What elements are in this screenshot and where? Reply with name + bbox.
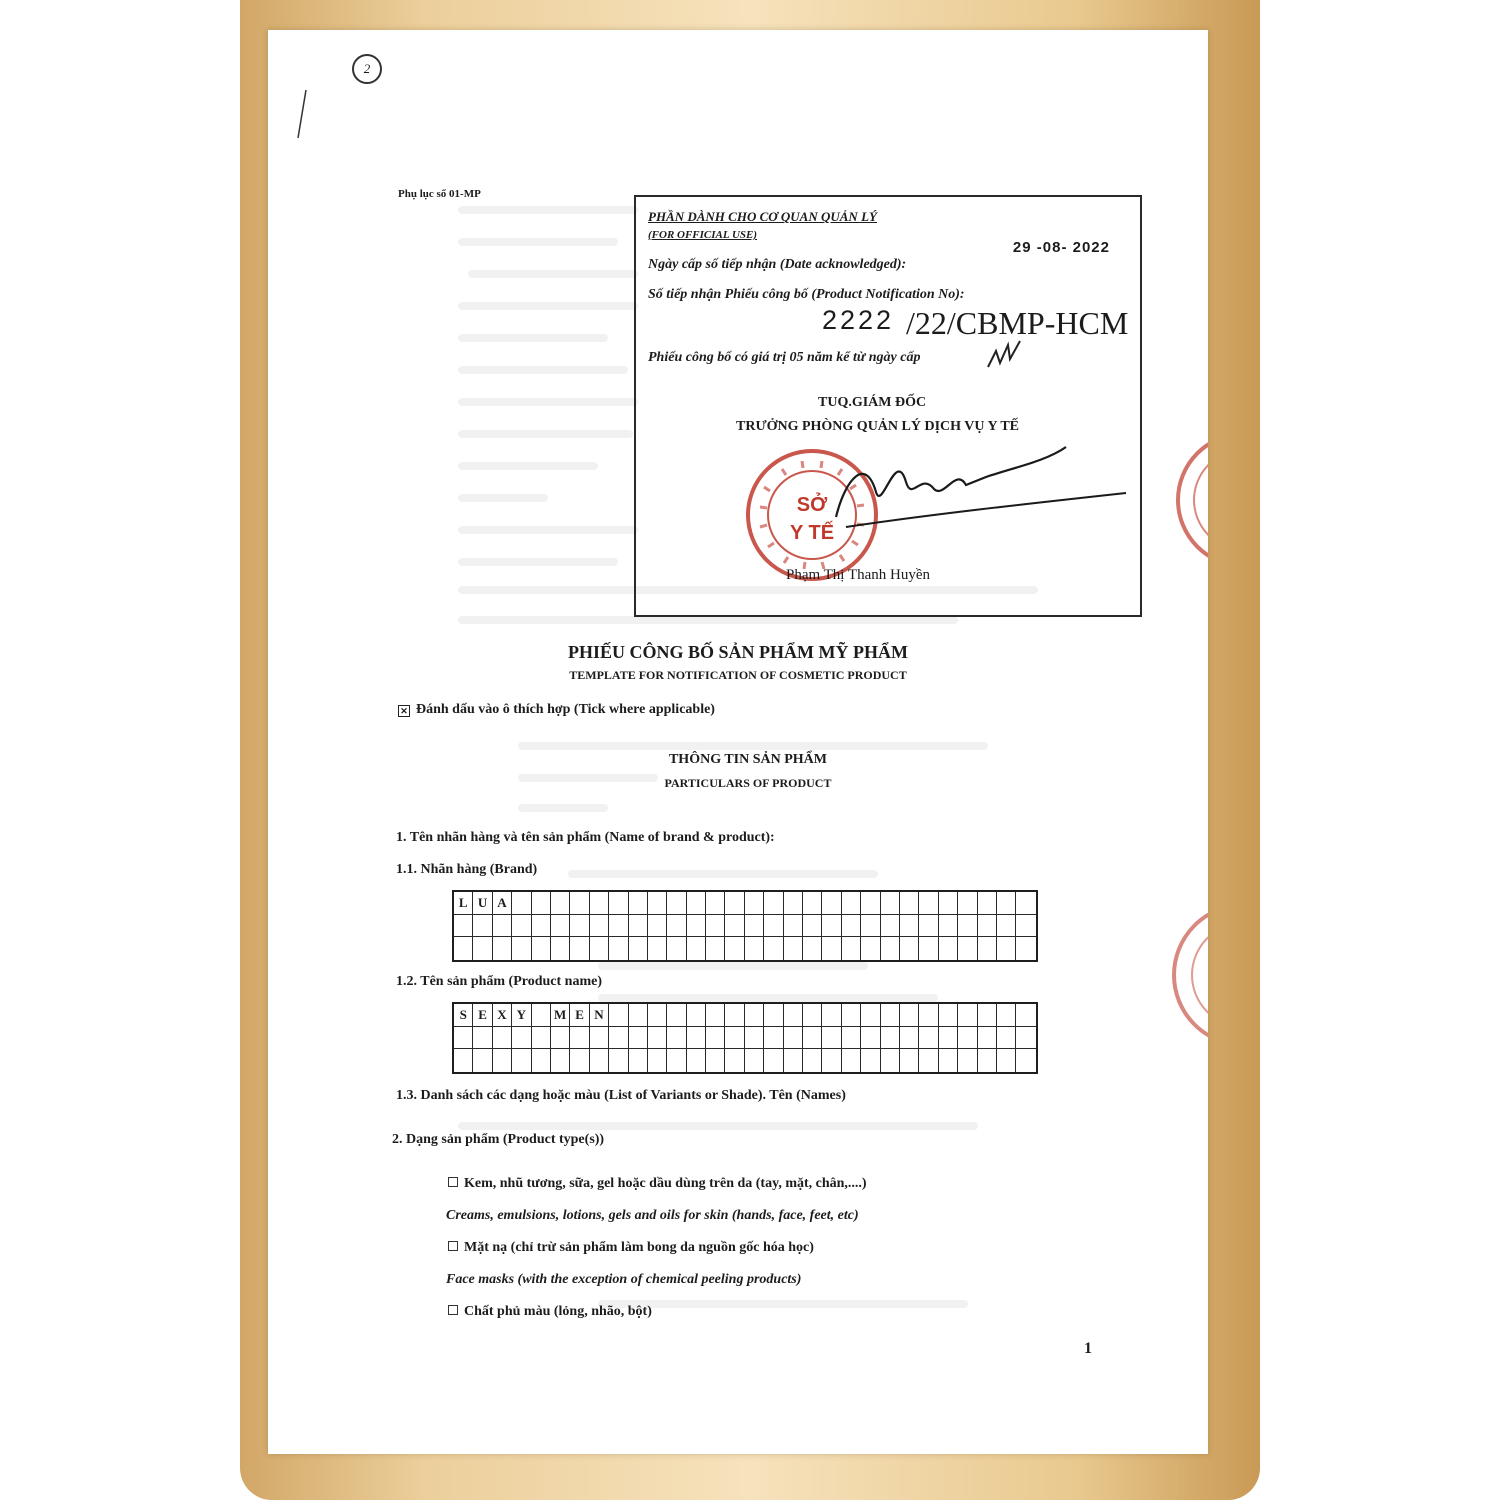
option-tinted-bases-vi: Chất phủ màu (lỏng, nhão, bột) [464, 1304, 652, 1319]
letter-cell [648, 1004, 667, 1027]
notification-number-code: /22/CBMP-HCM [906, 305, 1129, 341]
letter-cell [512, 1049, 531, 1072]
letter-cell [900, 1027, 919, 1050]
letter-cell [551, 892, 570, 915]
letter-cell [473, 915, 492, 938]
letter-cell [958, 937, 977, 960]
letter-cell [725, 937, 744, 960]
official-use-box [634, 195, 1142, 617]
option-tinted-bases[interactable] [448, 1304, 652, 1320]
letter-cell [667, 1004, 686, 1027]
letter-cell [454, 1049, 473, 1072]
letter-cell [881, 1004, 900, 1027]
date-acknowledged-label: Ngày cấp số tiếp nhận (Date acknowledged): [648, 257, 907, 272]
letter-cell: U [473, 892, 492, 915]
letter-cell [493, 1049, 512, 1072]
letter-cell [764, 1027, 783, 1050]
letter-cell [842, 915, 861, 938]
letter-cell [590, 937, 609, 960]
letter-cell [919, 937, 938, 960]
letter-cell [706, 1004, 725, 1027]
letter-cell [512, 915, 531, 938]
letter-cell [784, 892, 803, 915]
letter-cell [803, 1004, 822, 1027]
letter-cell [532, 937, 551, 960]
tick-instruction-text: Đánh dấu vào ô thích hợp (Tick where applicable) [416, 702, 715, 717]
letter-cell [706, 1049, 725, 1072]
letter-cell [745, 937, 764, 960]
pen-mark-icon [292, 86, 312, 146]
letter-cell [667, 937, 686, 960]
letter-cell [590, 1027, 609, 1050]
letter-cell [1016, 1049, 1035, 1072]
letter-cell [764, 1049, 783, 1072]
letter-cell [609, 1027, 628, 1050]
letter-cell [648, 1049, 667, 1072]
letter-cell [842, 1027, 861, 1050]
letter-cell: X [493, 1004, 512, 1027]
letter-cell [822, 1027, 841, 1050]
letter-cell [919, 1049, 938, 1072]
letter-cell [1016, 892, 1035, 915]
letter-cell [1016, 1027, 1035, 1050]
product-name-label: 1.2. Tên sản phẩm (Product name) [396, 974, 603, 989]
letter-cell [551, 915, 570, 938]
letter-cell [900, 937, 919, 960]
letter-cell [919, 892, 938, 915]
option-creams-vi: Kem, nhũ tương, sữa, gel hoặc dầu dùng trên da (tay, mặt, chân,....) [464, 1176, 867, 1191]
letter-cell: A [493, 892, 512, 915]
option-face-masks[interactable] [448, 1240, 814, 1256]
letter-cell [822, 937, 841, 960]
letter-cell [725, 915, 744, 938]
letter-cell [1016, 1004, 1035, 1027]
seal-text-top: SỞ [796, 494, 828, 516]
official-box-subtitle: (FOR OFFICIAL USE) [648, 229, 758, 241]
letter-cell [978, 892, 997, 915]
letter-cell [958, 1027, 977, 1050]
checked-box-icon: ✕ [398, 705, 410, 717]
letter-cell [978, 915, 997, 938]
letter-cell [958, 892, 977, 915]
option-face-masks-en: Face masks (with the exception of chemical peeling products) [446, 1272, 802, 1287]
letter-cell [745, 1004, 764, 1027]
letter-cell [997, 1049, 1016, 1072]
letter-cell [784, 937, 803, 960]
notification-number-label: Số tiếp nhận Phiếu công bố (Product Notification No): [648, 287, 965, 302]
letter-cell [784, 1049, 803, 1072]
letter-cell [958, 1049, 977, 1072]
letter-cell [706, 1027, 725, 1050]
initials-signature-icon [984, 337, 1034, 377]
letter-cell [803, 937, 822, 960]
letter-cell [512, 937, 531, 960]
letter-cell [939, 1049, 958, 1072]
letter-cell [648, 937, 667, 960]
letter-cell [842, 1049, 861, 1072]
letter-cell [532, 1027, 551, 1050]
letter-cell [919, 1004, 938, 1027]
letter-cell [570, 892, 589, 915]
letter-cell [939, 937, 958, 960]
option-face-masks-vi: Mặt nạ (chỉ trừ sản phẩm làm bong da nguồn gốc hóa học) [464, 1240, 814, 1255]
official-box-title: PHẦN DÀNH CHO CƠ QUAN QUẢN LÝ [648, 209, 877, 224]
letter-cell [939, 1027, 958, 1050]
validity-text: Phiếu công bố có giá trị 05 năm kể từ ngày cấp [648, 350, 921, 365]
letter-cell [803, 1049, 822, 1072]
letter-cell [532, 892, 551, 915]
checkbox-icon[interactable] [448, 1177, 458, 1187]
letter-cell [493, 937, 512, 960]
letter-cell [900, 892, 919, 915]
letter-cell [803, 915, 822, 938]
letter-cell: S [454, 1004, 473, 1027]
letter-cell [958, 915, 977, 938]
letter-cell [978, 1004, 997, 1027]
letter-cell [764, 915, 783, 938]
letter-cell [978, 1027, 997, 1050]
letter-cell: M [551, 1004, 570, 1027]
letter-cell [629, 1004, 648, 1027]
letter-cell [900, 915, 919, 938]
letter-cell [706, 892, 725, 915]
letter-cell [997, 892, 1016, 915]
product-type-label: 2. Dạng sản phẩm (Product type(s)) [392, 1132, 605, 1147]
letter-cell [667, 1027, 686, 1050]
letter-cell [473, 1049, 492, 1072]
letter-cell [648, 915, 667, 938]
letter-cell: E [570, 1004, 589, 1027]
letter-cell: Y [512, 1004, 531, 1027]
letter-cell [609, 1004, 628, 1027]
letter-cell [725, 1049, 744, 1072]
section-title-english: PARTICULARS OF PRODUCT [664, 776, 832, 790]
letter-cell [570, 937, 589, 960]
letter-cell [822, 892, 841, 915]
letter-cell [532, 1004, 551, 1027]
option-creams[interactable] [448, 1176, 867, 1192]
checkbox-icon[interactable] [448, 1241, 458, 1251]
letter-cell [784, 1004, 803, 1027]
letter-cell [667, 892, 686, 915]
signer-organization: TRƯỞNG PHÒNG QUẢN LÝ DỊCH VỤ Y TẾ [736, 419, 1020, 434]
form-title-vietnamese: PHIẾU CÔNG BỐ SẢN PHẨM MỸ PHẨM [568, 642, 908, 662]
letter-cell [551, 1049, 570, 1072]
tick-instruction [398, 702, 715, 718]
letter-cell [861, 937, 880, 960]
letter-cell [881, 1049, 900, 1072]
letter-cell [1016, 915, 1035, 938]
signature-icon [816, 437, 1136, 537]
option-creams-en: Creams, emulsions, lotions, gels and oils for skin (hands, face, feet, etc) [446, 1208, 859, 1223]
letter-cell [629, 892, 648, 915]
letter-cell [997, 915, 1016, 938]
letter-cell [532, 915, 551, 938]
letter-cell [803, 1027, 822, 1050]
letter-cell [648, 892, 667, 915]
letter-cell [590, 915, 609, 938]
letter-cell [706, 937, 725, 960]
letter-cell [609, 915, 628, 938]
letter-cell [784, 1027, 803, 1050]
letter-cell [978, 1049, 997, 1072]
letter-cell [473, 1027, 492, 1050]
letter-cell [493, 1027, 512, 1050]
letter-cell [629, 1049, 648, 1072]
letter-cell [842, 892, 861, 915]
letter-cell [648, 1027, 667, 1050]
letter-cell [725, 1027, 744, 1050]
letter-cell [667, 915, 686, 938]
letter-cell [687, 915, 706, 938]
letter-cell [900, 1049, 919, 1072]
section-title-vietnamese: THÔNG TIN SẢN PHẨM [668, 752, 828, 767]
appendix-label: Phụ lục số 01-MP [398, 188, 481, 200]
brand-letter-grid [452, 890, 1038, 962]
letter-cell [784, 915, 803, 938]
seal-text-bottom: Y TẾ [789, 522, 835, 544]
letter-cell [997, 937, 1016, 960]
letter-cell [822, 1004, 841, 1027]
checkbox-icon[interactable] [448, 1305, 458, 1315]
letter-cell [978, 937, 997, 960]
letter-cell [900, 1004, 919, 1027]
letter-cell [822, 915, 841, 938]
signer-role: TUQ.GIÁM ĐỐC [818, 395, 927, 410]
letter-cell [687, 1049, 706, 1072]
letter-cell [687, 937, 706, 960]
letter-cell [881, 915, 900, 938]
form-title-english: TEMPLATE FOR NOTIFICATION OF COSMETIC PRODUCT [569, 668, 907, 682]
letter-cell: N [590, 1004, 609, 1027]
letter-cell [803, 892, 822, 915]
letter-cell [570, 1027, 589, 1050]
letter-cell [512, 892, 531, 915]
letter-cell [881, 892, 900, 915]
letter-cell [745, 892, 764, 915]
signer-name: Phạm Thị Thanh Huyền [786, 567, 931, 583]
letter-cell [861, 1027, 880, 1050]
letter-cell [590, 892, 609, 915]
letter-cell [609, 892, 628, 915]
letter-cell [629, 937, 648, 960]
notification-number-handwritten: 2222 [822, 305, 895, 335]
letter-cell [570, 1049, 589, 1072]
letter-cell [861, 892, 880, 915]
letter-cell [473, 937, 492, 960]
letter-cell [706, 915, 725, 938]
letter-cell [881, 937, 900, 960]
letter-cell [919, 915, 938, 938]
page-marker: 2 [352, 54, 382, 84]
letter-cell [667, 1049, 686, 1072]
letter-cell [512, 1027, 531, 1050]
partial-seal-edge-icon [1172, 900, 1208, 1050]
letter-cell [687, 1004, 706, 1027]
letter-cell [939, 892, 958, 915]
letter-cell [861, 1004, 880, 1027]
letter-cell [997, 1004, 1016, 1027]
letter-cell [842, 1004, 861, 1027]
letter-cell [939, 915, 958, 938]
letter-cell: L [454, 892, 473, 915]
letter-cell [1016, 937, 1035, 960]
letter-cell [609, 1049, 628, 1072]
acknowledged-date: 29 -08- 2022 [1012, 239, 1110, 256]
letter-cell [745, 1049, 764, 1072]
letter-cell [570, 915, 589, 938]
letter-cell [745, 1027, 764, 1050]
letter-cell [687, 892, 706, 915]
letter-cell [590, 1049, 609, 1072]
letter-cell [764, 892, 783, 915]
variants-label: 1.3. Danh sách các dạng hoặc màu (List of Variants or Shade). Tên (Names) [396, 1088, 846, 1103]
letter-cell [725, 1004, 744, 1027]
letter-cell [745, 915, 764, 938]
letter-cell [881, 1027, 900, 1050]
letter-cell [861, 915, 880, 938]
letter-cell [764, 937, 783, 960]
partial-seal-edge-icon [1172, 430, 1208, 570]
letter-cell [687, 1027, 706, 1050]
product-letter-grid [452, 1002, 1038, 1074]
page-number: 1 [1084, 1340, 1092, 1357]
letter-cell [609, 937, 628, 960]
letter-cell [725, 892, 744, 915]
question-1-label: 1. Tên nhãn hàng và tên sản phẩm (Name of brand & product): [396, 830, 775, 845]
letter-cell [861, 1049, 880, 1072]
letter-cell [551, 937, 570, 960]
letter-cell [629, 915, 648, 938]
document-page [268, 30, 1208, 1454]
letter-cell [454, 915, 473, 938]
letter-cell [764, 1004, 783, 1027]
letter-cell [454, 1027, 473, 1050]
letter-cell [822, 1049, 841, 1072]
brand-label: 1.1. Nhãn hàng (Brand) [396, 862, 538, 877]
letter-cell [842, 937, 861, 960]
letter-cell [997, 1027, 1016, 1050]
letter-cell [939, 1004, 958, 1027]
letter-cell [551, 1027, 570, 1050]
letter-cell [629, 1027, 648, 1050]
letter-cell [958, 1004, 977, 1027]
letter-cell [919, 1027, 938, 1050]
letter-cell [493, 915, 512, 938]
letter-cell: E [473, 1004, 492, 1027]
letter-cell [532, 1049, 551, 1072]
letter-cell [454, 937, 473, 960]
